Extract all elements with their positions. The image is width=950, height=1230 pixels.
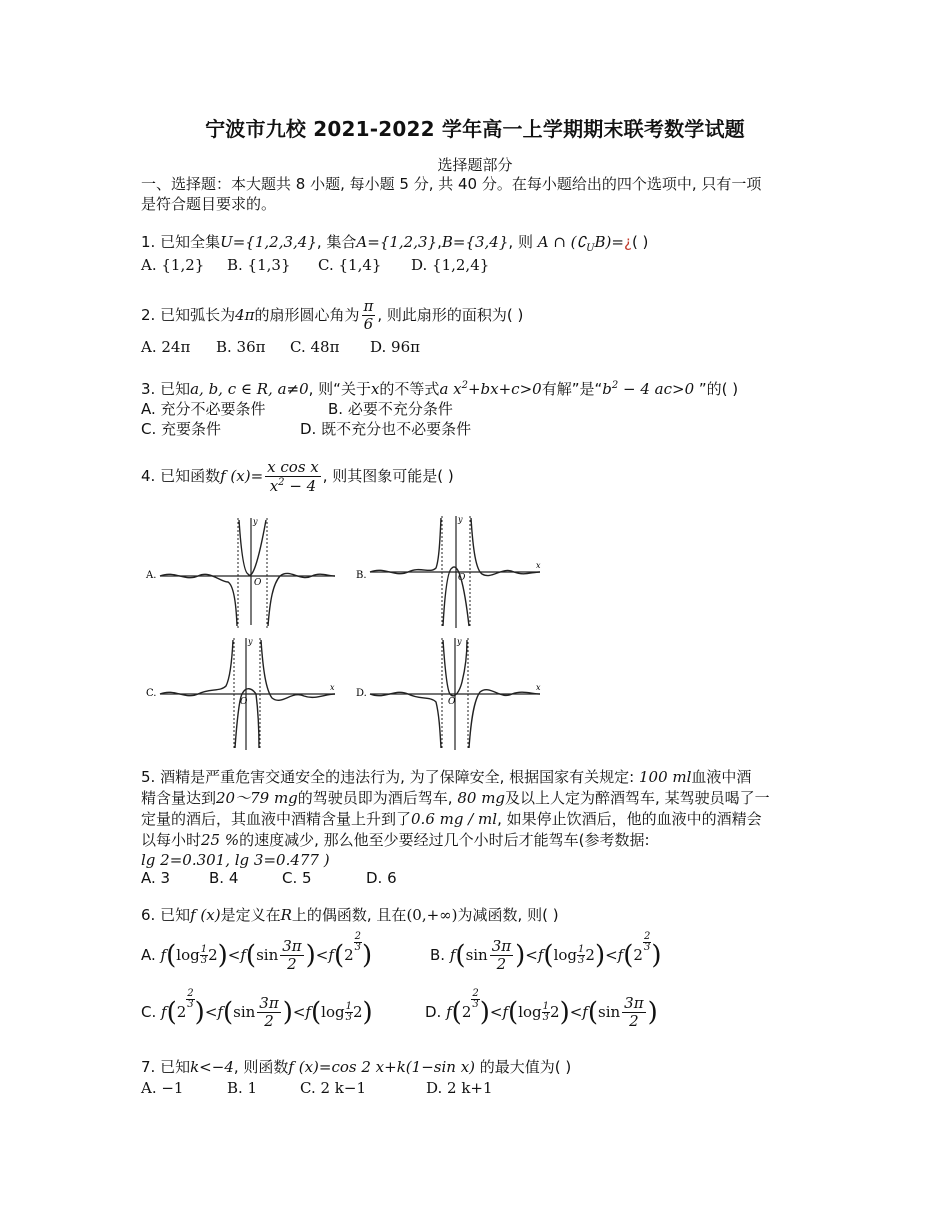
q2-option-b: B. 36π: [216, 338, 266, 356]
q1-set-b: B={3,4}: [441, 233, 509, 251]
graph-c-curve-left: [160, 640, 233, 696]
part-intro-line2: 是符合题目要求的。: [141, 195, 277, 213]
q3-option-d: D. 既不充分也不必要条件: [300, 420, 472, 438]
q1-option-c: C. {1,4}: [318, 256, 382, 274]
q5-option-b: B. 4: [209, 869, 239, 887]
q1-odd-char: ¿: [623, 233, 632, 251]
q3-option-b: B. 必要不充分条件: [328, 400, 453, 418]
q7-option-c: C. 2 k−1: [300, 1079, 366, 1097]
graph-c-y-label: y: [248, 637, 253, 646]
question-2: 2. 已知弧长为4π的扇形圆心角为 $\frac{\pi}{6}$ , 则此扇形的面积为( ): [141, 297, 524, 333]
question-5-reference-data: lg 2=0.301, lg 3=0.477 ): [141, 851, 330, 869]
graph-c-x-label: x: [330, 683, 335, 692]
q5-option-d: D. 6: [366, 869, 397, 887]
q1-expression: A ∩ $(∁_UB)=$: [537, 233, 624, 254]
graph-d-y-label: y: [457, 637, 462, 646]
q4-graphs-svg: [140, 510, 560, 755]
graph-b-curve-right: [471, 518, 540, 576]
question-5-line4: 以每小时25 %的速度减少, 那么他至少要经过几个小时后才能驾车(参考数据:: [141, 831, 650, 849]
section-heading: 选择题部分: [437, 156, 513, 174]
q1-universal-set: U={1,2,3,4}: [220, 233, 317, 251]
question-3: 3. 已知a, b, c ∈ R, a≠0, 则“关于x的不等式a $x^2+bx+c>0$有解”是“$b^2 - 4$ ac>0 ”的( ): [141, 380, 739, 398]
q6-option-a: A. f(log $\frac{1}{3}$ 2)<f(sin $\frac{3\pi}{2}$ )<f(2 $^{\frac{2}{3}}$ ): [141, 931, 373, 973]
graph-b-origin: O: [458, 573, 466, 583]
graph-b-curve-left: [370, 518, 441, 574]
q1-option-d: D. {1,2,4}: [411, 256, 490, 274]
question-1: 1. 已知全集U={1,2,3,4}, 集合A={1,2,3},B={3,4}, 则 A ∩ $(∁_UB)=¿$( ): [141, 233, 649, 254]
exam-title: 宁波市九校 2021-2022 学年高一上学期期末联考数学试题: [205, 117, 745, 141]
question-5-line2: 精含量达到20～79 mg的驾驶员即为酒后驾车, 80 mg及以上人定为醉酒驾车, 某驾驶员喝了一: [141, 789, 770, 807]
q7-option-a: A. −1: [141, 1079, 184, 1097]
graph-a-y-label: y: [253, 517, 258, 526]
question-5-line1: 5. 酒精是严重危害交通安全的违法行为, 为了保障安全, 根据国家有关规定: 100 ml血液中酒: [141, 768, 752, 786]
q2-angle-fraction: $\frac{\pi}{6}$: [363, 297, 374, 333]
q1-set-a: A={1,2,3}: [356, 233, 438, 251]
graph-c-label: C.: [146, 688, 157, 699]
graph-c-origin: O: [240, 697, 248, 707]
graph-b-y-label: y: [458, 515, 463, 524]
question-6: 6. 已知f (x)是定义在R上的偶函数, 且在(0,+∞)为减函数, 则( ): [141, 906, 559, 924]
graph-a-curve-left: [160, 574, 237, 626]
graph-d: [356, 637, 541, 750]
graph-d-curve-right: [469, 690, 540, 748]
q2-option-d: D. 96π: [370, 338, 420, 356]
graph-b: [356, 515, 541, 628]
graph-a-label: A.: [146, 570, 157, 581]
q1-option-b: B. {1,3}: [227, 256, 291, 274]
q7-option-b: B. 1: [227, 1079, 258, 1097]
q6-option-d: D. f(2 $^{\frac{2}{3}}$ )<f(log $\frac{1}{3}$ 2)<f(sin $\frac{3\pi}{2}$ ): [425, 988, 658, 1030]
q7-option-d: D. 2 k+1: [426, 1079, 493, 1097]
question-5-line3: 定量的酒后，其血液中酒精含量上升到了0.6 mg / ml, 如果停止饮酒后，他的血液中的酒精会: [141, 810, 762, 828]
q3-option-a: A. 充分不必要条件: [141, 400, 266, 418]
q3-discriminant: $b^2 - 4$ ac>0: [602, 380, 695, 398]
q4-graph-options: [140, 510, 560, 755]
graph-b-label: B.: [356, 570, 367, 581]
q2-option-c: C. 48π: [290, 338, 340, 356]
q3-inequality: a $x^2+bx+c>0$: [439, 380, 542, 398]
q2-option-a: A. 24π: [141, 338, 191, 356]
graph-d-origin: O: [448, 697, 456, 707]
part-intro-line1: 一、选择题：本大题共 8 小题, 每小题 5 分, 共 40 分。在每小题给出的四个选项中, 只有一项: [141, 175, 762, 193]
graph-c-curve-right: [261, 640, 335, 700]
graph-d-x-label: x: [536, 683, 541, 692]
graph-a-curve-right: [268, 573, 335, 626]
q5-option-c: C. 5: [282, 869, 312, 887]
graph-c: [146, 637, 335, 750]
graph-b-x-label: x: [536, 561, 541, 570]
graph-a-origin: O: [254, 578, 262, 588]
graph-d-label: D.: [356, 688, 367, 699]
q5-option-a: A. 3: [141, 869, 171, 887]
graph-d-curve-left: [370, 692, 441, 748]
q6-option-c: C. f(2 $^{\frac{2}{3}}$ )<f(sin $\frac{3\pi}{2}$ )<f(log $\frac{1}{3}$ 2): [141, 988, 373, 1030]
q1-option-a: A. {1,2}: [141, 256, 205, 274]
question-7: 7. 已知k<−4, 则函数f (x)=cos 2 x+k(1−sin x) 的最大值为( ): [141, 1058, 572, 1076]
q6-option-b: B. f(sin $\frac{3\pi}{2}$ )<f(log $\frac{1}{3}$ 2)<f(2 $^{\frac{2}{3}}$ ): [430, 931, 662, 973]
graph-a-curve-mid: [239, 520, 266, 575]
q3-option-c: C. 充要条件: [141, 420, 222, 438]
question-4: 4. 已知函数f (x)= $\frac{\text{x cos x}}{x^2 - 4}$ , 则其图象可能是( ): [141, 457, 454, 495]
graph-a: [145, 517, 335, 628]
q4-function-fraction: $\frac{\text{x cos x}}{x^2 - 4}$: [267, 457, 319, 495]
